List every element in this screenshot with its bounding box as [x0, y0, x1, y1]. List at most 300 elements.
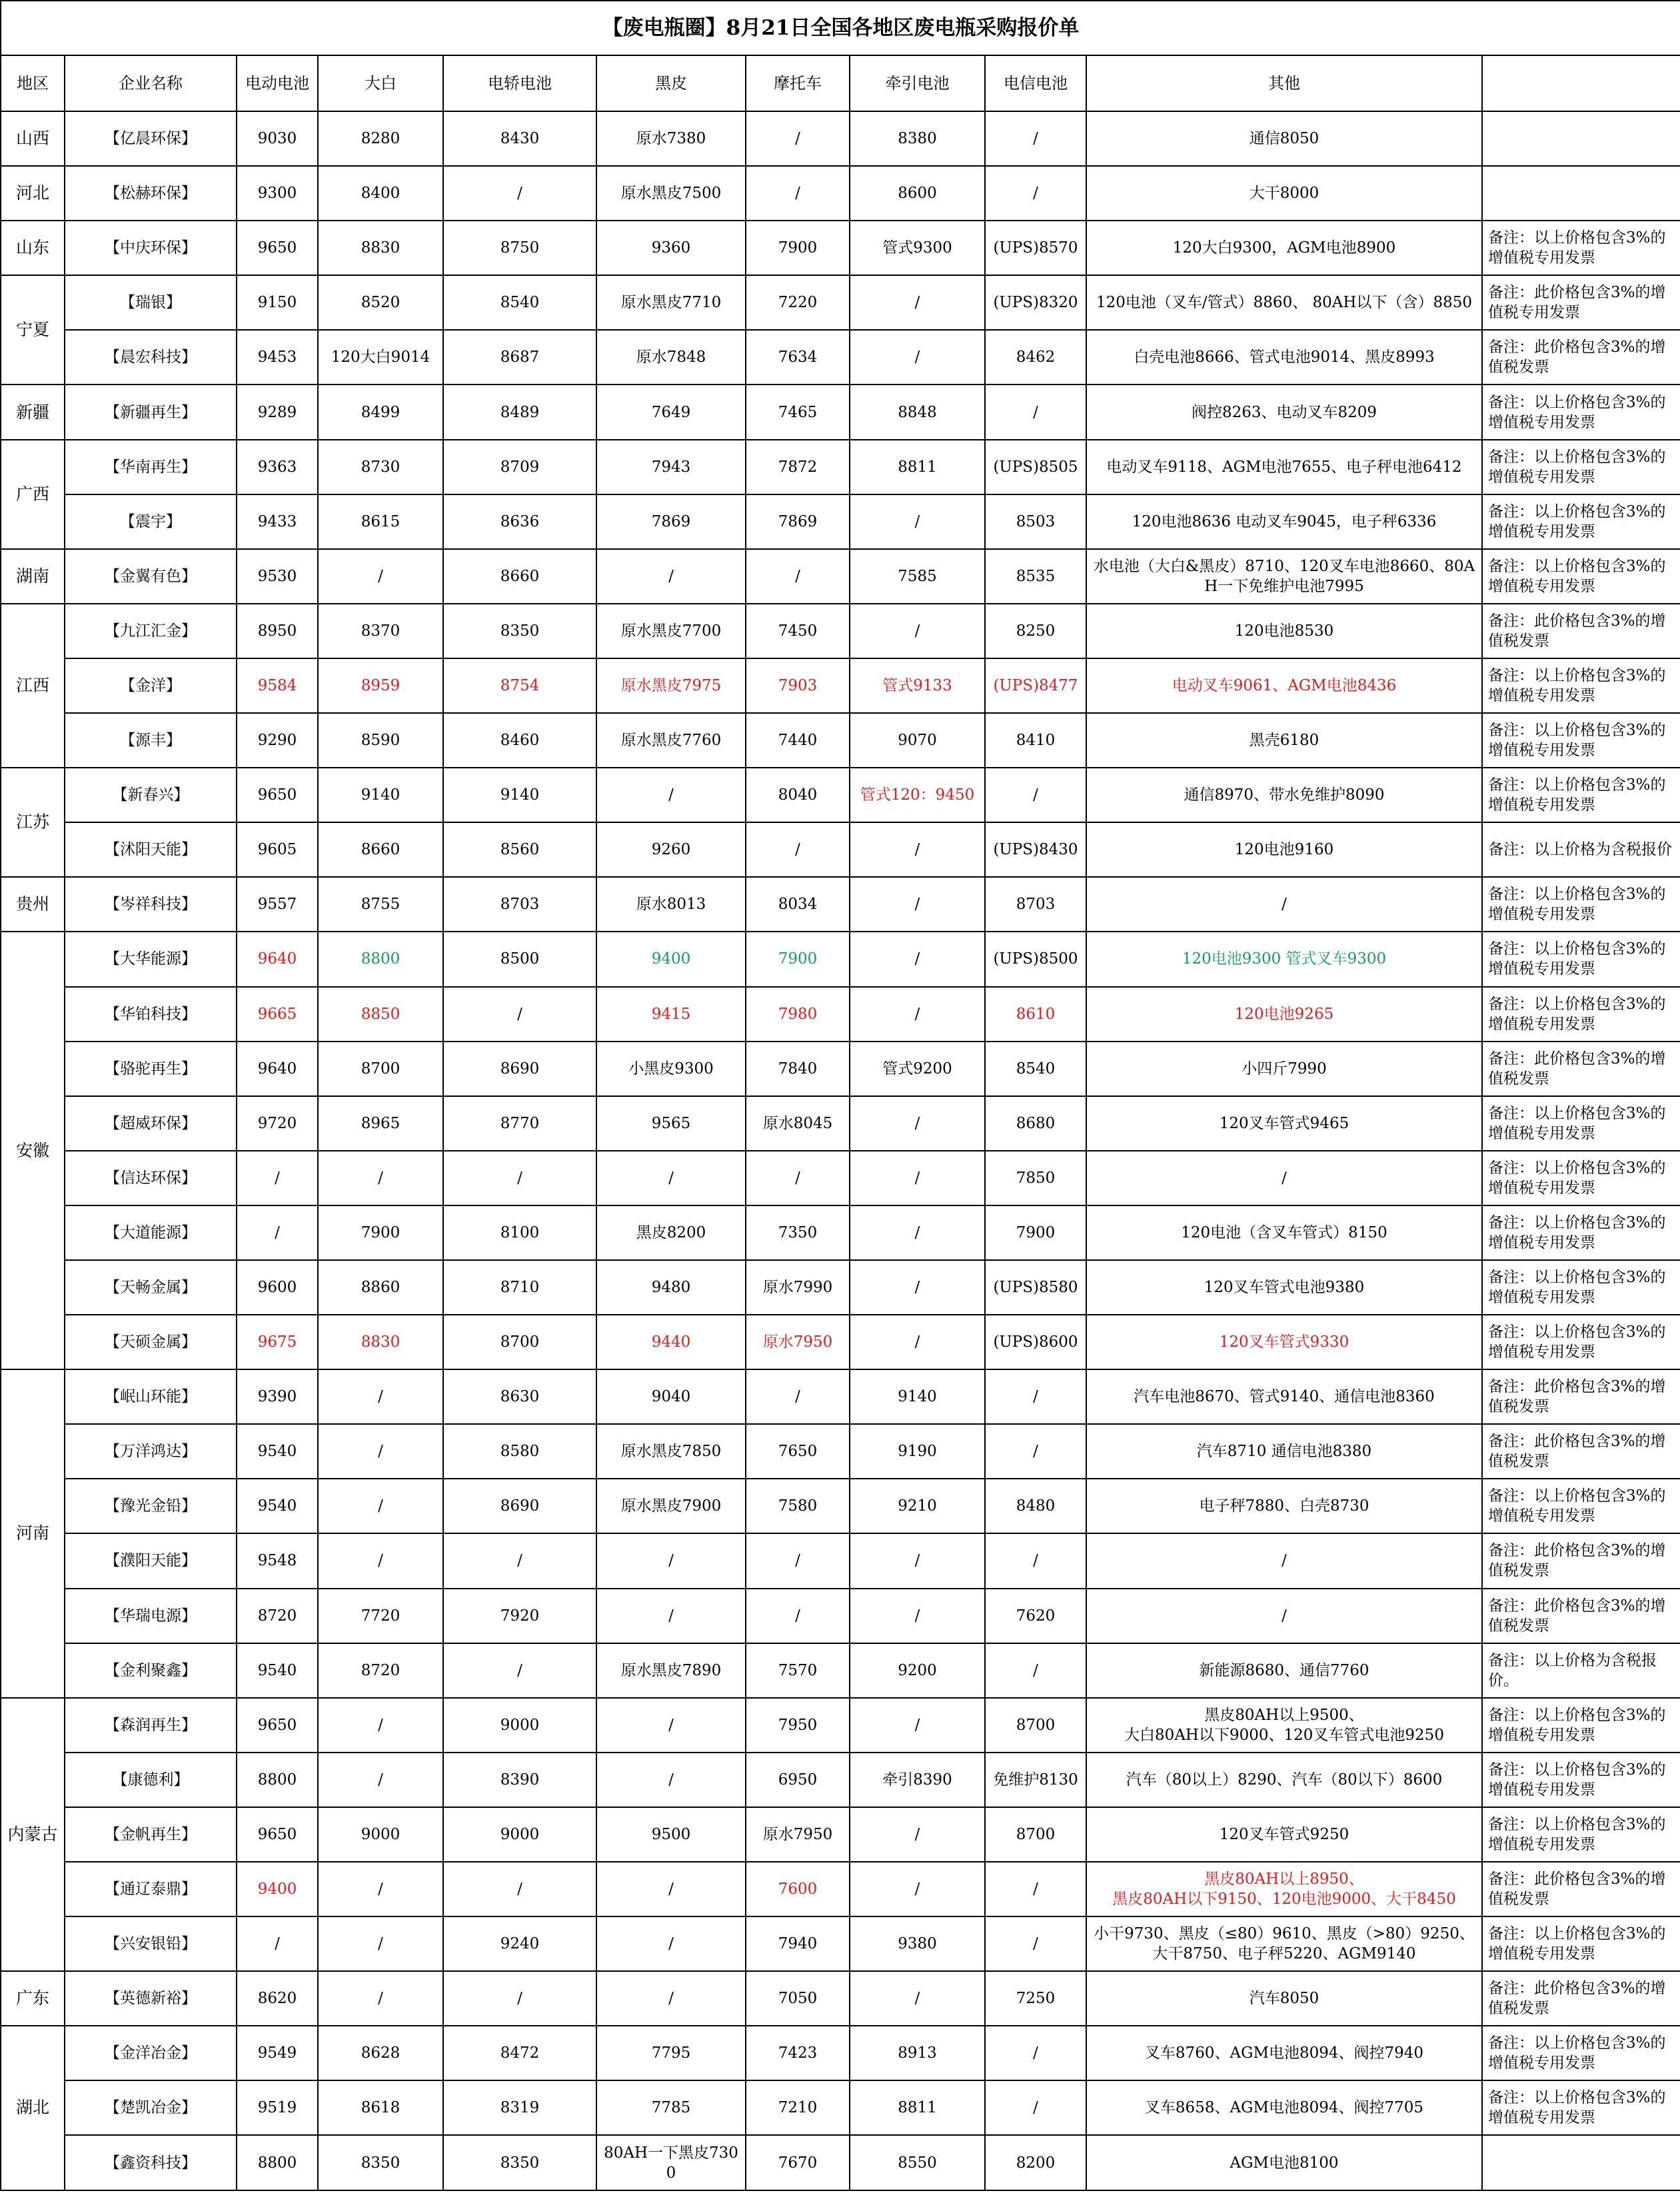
traction-battery-cell: 8380	[850, 111, 985, 166]
traction-battery-cell: 8913	[850, 2026, 985, 2080]
cell-line: 黑皮80AH以上8950、	[1204, 1870, 1364, 1888]
region-cell: 江西	[1, 604, 65, 768]
traction-battery-cell: 9380	[850, 1916, 985, 1971]
heipi-cell: 7795	[596, 2026, 746, 2080]
traction-battery-cell: 8811	[850, 440, 985, 494]
dabai-cell: 8618	[318, 2080, 443, 2135]
electric-battery-cell: 9640	[237, 932, 318, 986]
dabai-cell: 9140	[318, 768, 443, 822]
dabai-cell: /	[318, 1698, 443, 1753]
car-battery-cell: 8100	[443, 1205, 596, 1260]
electric-battery-cell: 9640	[237, 1042, 318, 1096]
car-battery-cell: 8350	[443, 2135, 596, 2190]
heipi-cell: 小黑皮9300	[596, 1042, 746, 1096]
electric-battery-cell: 8800	[237, 1753, 318, 1807]
dabai-cell: 8850	[318, 987, 443, 1042]
table-row	[1, 1698, 1680, 1753]
company-name-cell: 【通辽泰鼎】	[65, 1862, 237, 1916]
note-cell: 备注：以上价格包含3%的增值税专用发票	[1482, 987, 1680, 1042]
telecom-battery-cell: /	[985, 2080, 1086, 2135]
table-row	[1, 2026, 1680, 2080]
motorcycle-cell: 原水7950	[746, 1315, 850, 1369]
table-row	[1, 822, 1680, 877]
heipi-cell: 80AH一下黑皮7300	[596, 2135, 746, 2190]
region-cell: 广西	[1, 440, 65, 549]
other-cell: 120电池（含叉车管式）8150	[1086, 1205, 1482, 1260]
electric-battery-cell: 9650	[237, 1807, 318, 1862]
dabai-cell: 8520	[318, 275, 443, 330]
table-row	[1, 330, 1680, 384]
dabai-cell: 8660	[318, 822, 443, 877]
table-row	[1, 1753, 1680, 1807]
table-row	[1, 604, 1680, 658]
telecom-battery-cell: 8540	[985, 1042, 1086, 1096]
traction-battery-cell: 9200	[850, 1643, 985, 1698]
other-cell: 大干8000	[1086, 166, 1482, 221]
motorcycle-cell: 7900	[746, 221, 850, 275]
electric-battery-cell: 9363	[237, 440, 318, 494]
heipi-cell: 原水黑皮7900	[596, 1479, 746, 1533]
note-cell: 备注：以上价格为含税报价	[1482, 822, 1680, 877]
other-cell: 叉车8658、AGM电池8094、阀控7705	[1086, 2080, 1482, 2135]
heipi-cell: 9360	[596, 221, 746, 275]
motorcycle-cell: 7440	[746, 713, 850, 768]
other-cell	[1086, 1698, 1482, 1753]
note-cell: 备注：以上价格包含3%的增值税专用发票	[1482, 2080, 1680, 2135]
motorcycle-cell: /	[746, 1533, 850, 1588]
table-row	[1, 494, 1680, 549]
note-cell: 备注：以上价格包含3%的增值税专用发票	[1482, 1916, 1680, 1971]
electric-battery-cell: 8950	[237, 604, 318, 658]
electric-battery-cell: 9150	[237, 275, 318, 330]
telecom-battery-cell: 8503	[985, 494, 1086, 549]
car-battery-cell: /	[443, 1971, 596, 2026]
table-row	[1, 275, 1680, 330]
car-battery-cell: 9000	[443, 1807, 596, 1862]
company-name-cell: 【大道能源】	[65, 1205, 237, 1260]
table-row	[1, 1807, 1680, 1862]
note-cell	[1482, 2135, 1680, 2190]
telecom-battery-cell: (UPS)8500	[985, 932, 1086, 986]
note-cell: 备注：以上价格包含3%的增值税专用发票	[1482, 1698, 1680, 1753]
traction-battery-cell: /	[850, 1533, 985, 1588]
company-name-cell: 【金帆再生】	[65, 1807, 237, 1862]
telecom-battery-cell: (UPS)8600	[985, 1315, 1086, 1369]
traction-battery-cell: /	[850, 494, 985, 549]
heipi-cell: 7869	[596, 494, 746, 549]
motorcycle-cell: 原水7950	[746, 1807, 850, 1862]
heipi-cell: 9415	[596, 987, 746, 1042]
telecom-battery-cell: 8535	[985, 549, 1086, 604]
traction-battery-cell: 管式9133	[850, 658, 985, 713]
note-cell: 备注：以上价格包含3%的增值税专用发票	[1482, 1753, 1680, 1807]
table-row	[1, 384, 1680, 439]
company-name-cell: 【金洋】	[65, 658, 237, 713]
traction-battery-cell: 8811	[850, 2080, 985, 2135]
company-name-cell: 【震宇】	[65, 494, 237, 549]
table-row	[1, 1862, 1680, 1916]
dabai-cell: /	[318, 1369, 443, 1424]
car-battery-cell: /	[443, 166, 596, 221]
company-name-cell: 【天硕金属】	[65, 1315, 237, 1369]
traction-battery-cell: 管式9200	[850, 1042, 985, 1096]
note-cell: 备注：此价格包含3%的增值税发票	[1482, 1533, 1680, 1588]
region-cell: 新疆	[1, 384, 65, 439]
dabai-cell: /	[318, 1151, 443, 1205]
note-cell: 备注：以上价格为含税报价。	[1482, 1643, 1680, 1698]
dabai-cell: 8700	[318, 1042, 443, 1096]
other-cell: 阀控8263、电动叉车8209	[1086, 384, 1482, 439]
note-cell	[1482, 166, 1680, 221]
other-cell: 120叉车管式9465	[1086, 1096, 1482, 1151]
note-cell: 备注：以上价格包含3%的增值税专用发票	[1482, 1260, 1680, 1315]
motorcycle-cell: /	[746, 822, 850, 877]
traction-battery-cell: /	[850, 932, 985, 986]
car-battery-cell: 8350	[443, 604, 596, 658]
cell-line: 黑皮80AH以下9150、120电池9000、大干8450	[1112, 1890, 1456, 1908]
table-row	[1, 1916, 1680, 1971]
heipi-cell: 9260	[596, 822, 746, 877]
car-battery-cell: 8560	[443, 822, 596, 877]
other-cell: 汽车8710 通信电池8380	[1086, 1424, 1482, 1479]
table-row	[1, 1643, 1680, 1698]
region-cell: 安徽	[1, 932, 65, 1369]
traction-battery-cell: 8600	[850, 166, 985, 221]
motorcycle-cell: 7840	[746, 1042, 850, 1096]
table-row	[1, 440, 1680, 494]
dabai-cell: 8965	[318, 1096, 443, 1151]
region-cell: 山西	[1, 111, 65, 166]
header-other: 其他	[1086, 55, 1482, 111]
dabai-cell: 8860	[318, 1260, 443, 1315]
other-cell: 120电池（叉车/管式）8860、 80AH以下（含）8850	[1086, 275, 1482, 330]
car-battery-cell: 8690	[443, 1479, 596, 1533]
telecom-battery-cell: (UPS)8505	[985, 440, 1086, 494]
other-cell: 电子秤7880、白壳8730	[1086, 1479, 1482, 1533]
company-name-cell: 【岑祥科技】	[65, 877, 237, 932]
other-cell: /	[1086, 1533, 1482, 1588]
heipi-cell: /	[596, 1533, 746, 1588]
motorcycle-cell: 7980	[746, 987, 850, 1042]
table-row	[1, 1479, 1680, 1533]
car-battery-cell: 8460	[443, 713, 596, 768]
traction-battery-cell: /	[850, 275, 985, 330]
car-battery-cell: 8540	[443, 275, 596, 330]
dabai-cell: /	[318, 549, 443, 604]
company-name-cell: 【信达环保】	[65, 1151, 237, 1205]
heipi-cell: 7785	[596, 2080, 746, 2135]
note-cell: 备注：此价格包含3%的增值税专用发票	[1482, 275, 1680, 330]
traction-battery-cell: /	[850, 1589, 985, 1643]
car-battery-cell: 8580	[443, 1424, 596, 1479]
car-battery-cell: 8630	[443, 1369, 596, 1424]
company-name-cell: 【岷山环能】	[65, 1369, 237, 1424]
motorcycle-cell: 7450	[746, 604, 850, 658]
region-cell: 内蒙古	[1, 1698, 65, 1971]
traction-battery-cell: 管式9300	[850, 221, 985, 275]
table-row	[1, 658, 1680, 713]
table-row	[1, 1533, 1680, 1588]
table-row	[1, 549, 1680, 604]
electric-battery-cell: 8800	[237, 2135, 318, 2190]
company-name-cell: 【松赫环保】	[65, 166, 237, 221]
electric-battery-cell: /	[237, 1205, 318, 1260]
motorcycle-cell: 7869	[746, 494, 850, 549]
other-cell: 通信8050	[1086, 111, 1482, 166]
table-row	[1, 1042, 1680, 1096]
header-electric-battery: 电动电池	[237, 55, 318, 111]
motorcycle-cell: 7900	[746, 932, 850, 986]
company-name-cell: 【新疆再生】	[65, 384, 237, 439]
dabai-cell: 7720	[318, 1589, 443, 1643]
dabai-cell: 8615	[318, 494, 443, 549]
note-cell: 备注：此价格包含3%的增值税发票	[1482, 1971, 1680, 2026]
note-cell: 备注：以上价格包含3%的增值税专用发票	[1482, 1807, 1680, 1862]
electric-battery-cell: 9650	[237, 768, 318, 822]
telecom-battery-cell: 8610	[985, 987, 1086, 1042]
traction-battery-cell: /	[850, 1971, 985, 2026]
region-cell: 宁夏	[1, 275, 65, 384]
heipi-cell: 黑皮8200	[596, 1205, 746, 1260]
car-battery-cell: 8500	[443, 932, 596, 986]
traction-battery-cell: 8550	[850, 2135, 985, 2190]
note-cell: 备注：以上价格包含3%的增值税专用发票	[1482, 1315, 1680, 1369]
dabai-cell: 8730	[318, 440, 443, 494]
motorcycle-cell: 原水8045	[746, 1096, 850, 1151]
dabai-cell: 8800	[318, 932, 443, 986]
motorcycle-cell: 7670	[746, 2135, 850, 2190]
motorcycle-cell: /	[746, 166, 850, 221]
table-row	[1, 221, 1680, 275]
heipi-cell: 原水黑皮7850	[596, 1424, 746, 1479]
telecom-battery-cell: 8250	[985, 604, 1086, 658]
heipi-cell: 9480	[596, 1260, 746, 1315]
heipi-cell: /	[596, 1589, 746, 1643]
company-name-cell: 【万洋鸿达】	[65, 1424, 237, 1479]
dabai-cell: 8370	[318, 604, 443, 658]
telecom-battery-cell: /	[985, 1533, 1086, 1588]
telecom-battery-cell: 8200	[985, 2135, 1086, 2190]
note-cell	[1482, 111, 1680, 166]
note-cell: 备注：以上价格包含3%的增值税专用发票	[1482, 713, 1680, 768]
car-battery-cell: 8700	[443, 1315, 596, 1369]
company-name-cell: 【金翼有色】	[65, 549, 237, 604]
other-cell: 黑壳6180	[1086, 713, 1482, 768]
header-car-battery: 电轿电池	[443, 55, 596, 111]
company-name-cell: 【大华能源】	[65, 932, 237, 986]
traction-battery-cell: 9070	[850, 713, 985, 768]
dabai-cell: /	[318, 1479, 443, 1533]
other-cell: 叉车8760、AGM电池8094、阀控7940	[1086, 2026, 1482, 2080]
telecom-battery-cell: (UPS)8477	[985, 658, 1086, 713]
electric-battery-cell: 8720	[237, 1589, 318, 1643]
note-cell: 备注：以上价格包含3%的增值税专用发票	[1482, 2026, 1680, 2080]
traction-battery-cell: /	[850, 330, 985, 384]
car-battery-cell: 8472	[443, 2026, 596, 2080]
telecom-battery-cell: 8700	[985, 1807, 1086, 1862]
traction-battery-cell: /	[850, 1205, 985, 1260]
electric-battery-cell: 9390	[237, 1369, 318, 1424]
electric-battery-cell: 9540	[237, 1479, 318, 1533]
car-battery-cell: 7920	[443, 1589, 596, 1643]
motorcycle-cell: 7220	[746, 275, 850, 330]
dabai-cell: 8280	[318, 111, 443, 166]
car-battery-cell: 9240	[443, 1916, 596, 1971]
other-cell: 汽车电池8670、管式9140、通信电池8360	[1086, 1369, 1482, 1424]
traction-battery-cell: /	[850, 1315, 985, 1369]
electric-battery-cell: 9400	[237, 1862, 318, 1916]
company-name-cell: 【天畅金属】	[65, 1260, 237, 1315]
other-cell: 120电池9160	[1086, 822, 1482, 877]
company-name-cell: 【华南再生】	[65, 440, 237, 494]
car-battery-cell: /	[443, 1151, 596, 1205]
region-cell: 湖北	[1, 2026, 65, 2190]
header-region: 地区	[1, 55, 65, 111]
other-cell: 小干9730、黑皮（≤80）9610、黑皮（>80）9250、大干8750、电子秤5220、AGM9140	[1086, 1916, 1482, 1971]
telecom-battery-cell: /	[985, 1424, 1086, 1479]
heipi-cell: 原水黑皮7700	[596, 604, 746, 658]
company-name-cell: 【金洋冶金】	[65, 2026, 237, 2080]
dabai-cell: 8590	[318, 713, 443, 768]
heipi-cell: 9400	[596, 932, 746, 986]
dabai-cell: /	[318, 1753, 443, 1807]
heipi-cell: /	[596, 1753, 746, 1807]
electric-battery-cell: 9605	[237, 822, 318, 877]
table-row	[1, 987, 1680, 1042]
dabai-cell: /	[318, 1533, 443, 1588]
car-battery-cell: 8754	[443, 658, 596, 713]
heipi-cell: 原水黑皮7890	[596, 1643, 746, 1698]
other-cell: 120叉车管式电池9380	[1086, 1260, 1482, 1315]
dabai-cell: /	[318, 1971, 443, 2026]
traction-battery-cell: 9190	[850, 1424, 985, 1479]
traction-battery-cell: /	[850, 1260, 985, 1315]
telecom-battery-cell: /	[985, 768, 1086, 822]
other-cell: AGM电池8100	[1086, 2135, 1482, 2190]
note-cell: 备注：以上价格包含3%的增值税专用发票	[1482, 221, 1680, 275]
note-cell: 备注：此价格包含3%的增值税发票	[1482, 1424, 1680, 1479]
heipi-cell: /	[596, 768, 746, 822]
other-cell: 小四斤7990	[1086, 1042, 1482, 1096]
telecom-battery-cell: 7250	[985, 1971, 1086, 2026]
car-battery-cell: 8489	[443, 384, 596, 439]
electric-battery-cell: 9433	[237, 494, 318, 549]
dabai-cell: 8350	[318, 2135, 443, 2190]
table-row	[1, 2080, 1680, 2135]
telecom-battery-cell: /	[985, 1643, 1086, 1698]
motorcycle-cell: /	[746, 1589, 850, 1643]
dabai-cell: 120大白9014	[318, 330, 443, 384]
motorcycle-cell: /	[746, 549, 850, 604]
note-cell: 备注：此价格包含3%的增值税发票	[1482, 330, 1680, 384]
company-name-cell: 【华瑞电源】	[65, 1589, 237, 1643]
telecom-battery-cell: 8703	[985, 877, 1086, 932]
other-cell: 120电池8530	[1086, 604, 1482, 658]
heipi-cell: 7943	[596, 440, 746, 494]
heipi-cell: 原水8013	[596, 877, 746, 932]
traction-battery-cell: /	[850, 1698, 985, 1753]
heipi-cell: 原水黑皮7710	[596, 275, 746, 330]
dabai-cell: 8959	[318, 658, 443, 713]
company-name-cell: 【九江汇金】	[65, 604, 237, 658]
header-note	[1482, 55, 1680, 111]
motorcycle-cell: 7210	[746, 2080, 850, 2135]
company-name-cell: 【超威环保】	[65, 1096, 237, 1151]
motorcycle-cell: 原水7990	[746, 1260, 850, 1315]
dabai-cell: /	[318, 1862, 443, 1916]
heipi-cell: 9040	[596, 1369, 746, 1424]
traction-battery-cell: /	[850, 604, 985, 658]
traction-battery-cell: /	[850, 822, 985, 877]
telecom-battery-cell: 7900	[985, 1205, 1086, 1260]
traction-battery-cell: 9140	[850, 1369, 985, 1424]
dabai-cell: 8720	[318, 1643, 443, 1698]
header-traction-battery: 牵引电池	[850, 55, 985, 111]
other-cell: 汽车（80以上）8290、汽车（80以下）8600	[1086, 1753, 1482, 1807]
heipi-cell: 9500	[596, 1807, 746, 1862]
car-battery-cell: 8319	[443, 2080, 596, 2135]
telecom-battery-cell: /	[985, 2026, 1086, 2080]
company-name-cell: 【新春兴】	[65, 768, 237, 822]
company-name-cell: 【亿晨环保】	[65, 111, 237, 166]
dabai-cell: 8628	[318, 2026, 443, 2080]
other-cell: /	[1086, 877, 1482, 932]
heipi-cell: 原水黑皮7975	[596, 658, 746, 713]
motorcycle-cell: 7634	[746, 330, 850, 384]
car-battery-cell: 8636	[443, 494, 596, 549]
other-cell: 新能源8680、通信7760	[1086, 1643, 1482, 1698]
dabai-cell: /	[318, 1424, 443, 1479]
traction-battery-cell: /	[850, 1862, 985, 1916]
car-battery-cell: 9140	[443, 768, 596, 822]
note-cell: 备注：以上价格包含3%的增值税专用发票	[1482, 877, 1680, 932]
traction-battery-cell: 8848	[850, 384, 985, 439]
note-cell: 备注：此价格包含3%的增值税发票	[1482, 604, 1680, 658]
motorcycle-cell: /	[746, 1369, 850, 1424]
car-battery-cell: 8687	[443, 330, 596, 384]
other-cell: 120电池8636 电动叉车9045，电子秤6336	[1086, 494, 1482, 549]
table-row	[1, 1315, 1680, 1369]
other-cell: 汽车8050	[1086, 1971, 1482, 2026]
heipi-cell: /	[596, 1698, 746, 1753]
electric-battery-cell: 9675	[237, 1315, 318, 1369]
car-battery-cell: /	[443, 1862, 596, 1916]
electric-battery-cell: 9540	[237, 1424, 318, 1479]
motorcycle-cell: 7903	[746, 658, 850, 713]
region-cell: 贵州	[1, 877, 65, 932]
table-row	[1, 166, 1680, 221]
electric-battery-cell: 9289	[237, 384, 318, 439]
other-cell: 水电池（大白&黑皮）8710、120叉车电池8660、80AH一下免维护电池7995	[1086, 549, 1482, 604]
company-name-cell: 【豫光金铅】	[65, 1479, 237, 1533]
table-row	[1, 2135, 1680, 2190]
dabai-cell: 8830	[318, 1315, 443, 1369]
dabai-cell: 7900	[318, 1205, 443, 1260]
note-cell: 备注：以上价格包含3%的增值税专用发票	[1482, 440, 1680, 494]
telecom-battery-cell: (UPS)8320	[985, 275, 1086, 330]
header-dabai: 大白	[318, 55, 443, 111]
telecom-battery-cell: 免维护8130	[985, 1753, 1086, 1807]
heipi-cell: 原水黑皮7500	[596, 166, 746, 221]
company-name-cell: 【华铂科技】	[65, 987, 237, 1042]
telecom-battery-cell: 8680	[985, 1096, 1086, 1151]
motorcycle-cell: 8034	[746, 877, 850, 932]
car-battery-cell: 8710	[443, 1260, 596, 1315]
electric-battery-cell: 9540	[237, 1643, 318, 1698]
note-cell: 备注：此价格包含3%的增值税发票	[1482, 1589, 1680, 1643]
dabai-cell: 8499	[318, 384, 443, 439]
motorcycle-cell: 7423	[746, 2026, 850, 2080]
